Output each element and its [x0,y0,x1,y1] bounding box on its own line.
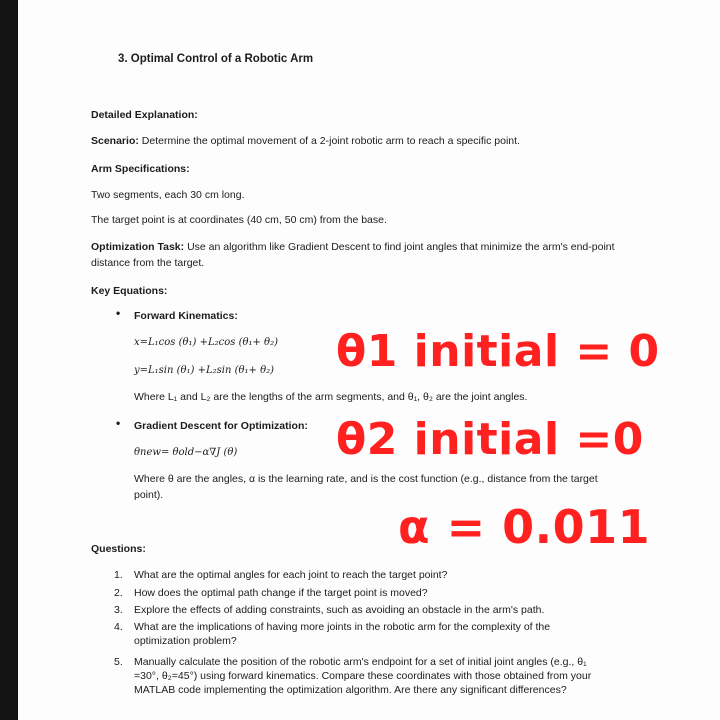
question-line: =30°, θ₂=45°) using forward kinematics. Compare these coordinates with those obtained from your [134,670,592,682]
question-line: What are the implications of having more joints in the robotic arm for the complexity of the [134,621,551,633]
question-number: 4. [114,621,123,633]
scenario-label: Scenario: [91,135,139,147]
question-line: MATLAB code implementing the optimization algorithm. Are there any significant differences? [134,684,567,696]
left-edge-bar [0,0,18,720]
question-item [134,655,674,697]
theta2-initial-annotation: θ2 initial =0 [336,414,644,465]
key-equations-heading: Key Equations: [91,285,168,297]
arm-spec-line-2: The target point is at coordinates (40 cm, 50 cm) from the base. [91,214,387,226]
optimization-text-2: distance from the target. [91,257,205,269]
section-title: 3. Optimal Control of a Robotic Arm [118,53,314,65]
question-line: optimization problem? [134,635,237,647]
question-item [134,568,674,582]
arm-spec-line-1: Two segments, each 30 cm long. [91,189,245,201]
detailed-heading: Detailed Explanation: [91,109,198,121]
theta1-initial-annotation: θ1 initial = 0 [336,326,660,377]
question-item [134,603,674,617]
optimization-task-line [91,240,615,254]
document-page [18,0,720,720]
question-number: 5. [114,656,123,668]
bullet-dot: • [116,306,121,320]
bullet-dot: • [116,416,121,430]
gradient-descent-label: Gradient Descent for Optimization: [134,420,308,432]
question-item [134,586,674,600]
gradient-descent-where-2: point). [134,489,164,501]
forward-kinematics-eq-y: y=L₁sin (θ₁) +L₂sin (θ₁+ θ₂) [134,365,275,376]
question-number: 1. [114,569,123,581]
alpha-annotation: α = 0.011 [398,500,651,554]
optimization-text-1: Use an algorithm like Gradient Descent to find joint angles that minimize the arm's end-point [184,241,615,253]
arm-spec-heading: Arm Specifications: [91,163,190,175]
question-number: 2. [114,587,123,599]
optimization-label: Optimization Task: [91,241,185,253]
forward-kinematics-label: Forward Kinematics: [134,310,238,322]
question-line: How does the optimal path change if the target point is moved? [134,587,428,599]
questions-heading: Questions: [91,543,146,555]
question-line: What are the optimal angles for each joint to reach the target point? [134,569,448,581]
scenario-line [91,134,520,148]
question-item [134,620,674,648]
forward-kinematics-eq-x: x=L₁cos (θ₁) +L₂cos (θ₁+ θ₂) [134,337,278,348]
gradient-descent-eq: θnew= θold−α∇J (θ) [134,447,238,458]
question-number: 3. [114,604,123,616]
forward-kinematics-where: Where L₁ and L₂ are the lengths of the arm segments, and θ₁, θ₂ are the joint angles. [134,391,528,403]
question-line: Explore the effects of adding constraints, such as avoiding an obstacle in the arm's path. [134,604,545,616]
scenario-text: Determine the optimal movement of a 2-joint robotic arm to reach a specific point. [138,135,520,147]
question-line: Manually calculate the position of the robotic arm's endpoint for a set of initial joint angles (e.g., θ₁ [134,656,587,668]
gradient-descent-where-1: Where θ are the angles, α is the learning rate, and is the cost function (e.g., distance from the target [134,473,598,485]
